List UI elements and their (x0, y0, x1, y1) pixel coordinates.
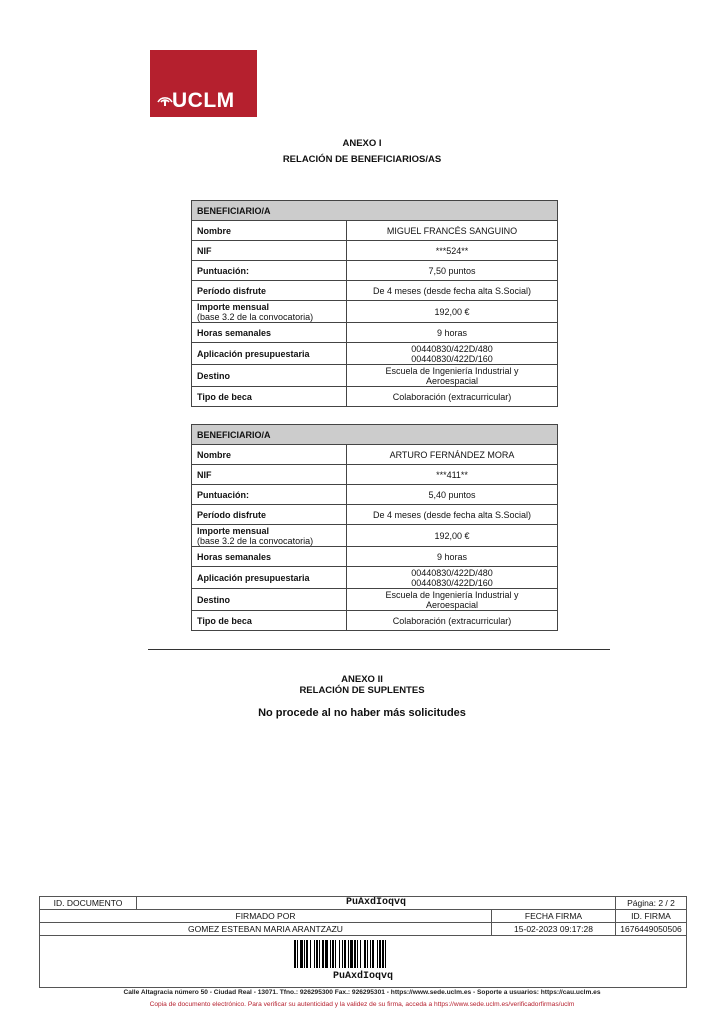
row-value (347, 465, 558, 485)
barcode-bar (339, 940, 340, 968)
row-label: Destino (192, 589, 347, 611)
row-value-line: Aeroespacial (425, 599, 479, 610)
row-value-line: 5,40 puntos (428, 489, 476, 500)
anexo-2-title: ANEXO II (341, 674, 383, 685)
row-value-line: ***411** (436, 469, 468, 480)
row-value-line: Escuela de Ingeniería Industrial y (385, 589, 519, 600)
row-value-line: De 4 meses (desde fecha alta S.Social) (372, 285, 532, 296)
suplentes-message: No procede al no haber más solicitudes (258, 707, 466, 719)
barcode-bar (354, 940, 356, 968)
table-row (192, 343, 558, 365)
row-value-line: 9 horas (436, 551, 468, 562)
barcode-bar (294, 940, 296, 968)
row-value-line: 00440830/422D/480 (411, 343, 493, 354)
row-value-line: ***524** (435, 245, 469, 256)
anexo-1-title: ANEXO I (342, 138, 382, 149)
anexo-2-subtitle: RELACIÓN DE SUPLENTES (299, 685, 425, 696)
row-value-line: ARTURO FERNÁNDEZ MORA (389, 449, 515, 460)
table-row (192, 525, 558, 547)
row-value (347, 301, 558, 323)
row-value (347, 387, 558, 407)
table-row (192, 567, 558, 589)
row-value-line: 00440830/422D/160 (411, 353, 493, 364)
row-value-line: 00440830/422D/480 (411, 567, 493, 578)
sign-date: 15-02-2023 09:17:28 (492, 923, 616, 935)
barcode-bar (377, 940, 378, 968)
row-value (347, 611, 558, 631)
barcode-bar (314, 940, 315, 968)
row-value (347, 343, 558, 365)
row-label (192, 301, 347, 323)
signed-by-label: FIRMADO POR (40, 910, 492, 922)
barcode-bar (348, 940, 349, 968)
row-label: NIF (192, 241, 347, 261)
table-row (192, 387, 558, 407)
row-label: Puntuación: (192, 261, 347, 281)
logo-text: UCLM (172, 89, 235, 112)
page-indicator: Página: 2 / 2 (627, 898, 675, 908)
row-value (347, 505, 558, 525)
row-value (347, 281, 558, 301)
sign-date-label: FECHA FIRMA (492, 910, 616, 922)
barcode-bar (300, 940, 303, 968)
barcode-icon (294, 940, 432, 968)
table-row (192, 261, 558, 281)
table-row (192, 547, 558, 567)
sign-id-label: ID. FIRMA (631, 911, 671, 921)
table-row (192, 323, 558, 343)
table-header-row (192, 201, 558, 221)
row-value (347, 567, 558, 589)
barcode-bar (364, 940, 366, 968)
table-row (192, 365, 558, 387)
signature-row-values (40, 923, 686, 936)
beneficiary-header: BENEFICIARIO/A (192, 425, 558, 445)
barcode-bar (297, 940, 298, 968)
row-value (347, 323, 558, 343)
table-row (192, 241, 558, 261)
signature-box (39, 896, 687, 988)
table-row (192, 505, 558, 525)
row-value-line: MIGUEL FRANCÉS SANGUINO (386, 225, 518, 236)
row-value-line: 9 horas (436, 327, 468, 338)
row-value (347, 445, 558, 465)
row-label: Período disfrute (192, 281, 347, 301)
barcode-bar (332, 940, 334, 968)
row-label-line: Importe mensual (197, 301, 270, 312)
row-label: Puntuación: (192, 485, 347, 505)
row-label: Destino (192, 365, 347, 387)
barcode-bar (310, 940, 311, 968)
row-label-line: (base 3.2 de la convocatoria) (197, 535, 314, 546)
row-value (347, 485, 558, 505)
row-label-line: Importe mensual (197, 525, 270, 536)
barcode-bar (316, 940, 318, 968)
barcode-bar (319, 940, 320, 968)
row-value-line: 192,00 € (434, 530, 470, 541)
barcode-bar (379, 940, 381, 968)
row-value-line: 00440830/422D/160 (411, 577, 493, 588)
row-label: Aplicación presupuestaria (192, 567, 347, 589)
barcode-bar (304, 940, 305, 968)
row-label: NIF (192, 465, 347, 485)
row-label: Horas semanales (192, 547, 347, 567)
barcode-area (40, 937, 686, 987)
table-row (192, 611, 558, 631)
table-row (192, 281, 558, 301)
barcode-text: PuAxdIoqvq (332, 971, 393, 982)
barcode-bar (322, 940, 324, 968)
row-value (347, 525, 558, 547)
table-row (192, 445, 558, 465)
table-header-row (192, 425, 558, 445)
anexo-1-subtitle: RELACIÓN DE BENEFICIARIOS/AS (282, 154, 442, 165)
table-row (192, 485, 558, 505)
row-value-line: 7,50 puntos (428, 265, 476, 276)
copy-notice: Copia de documento electrónico. Para verificar su autenticidad y la validez de su firma, acceda a https://www.sede.uclm.es/verificadorfirmas/uclm (149, 1001, 575, 1008)
table-row (192, 301, 558, 323)
row-label: Tipo de beca (192, 611, 347, 631)
row-value-line: Escuela de Ingeniería Industrial y (385, 365, 519, 376)
beneficiary-table-1 (191, 200, 558, 407)
beneficiary-table-2 (191, 424, 558, 631)
signature-row-headers (40, 910, 686, 923)
row-label: Nombre (192, 221, 347, 241)
table-row (192, 221, 558, 241)
barcode-bar (330, 940, 331, 968)
id-doc-value: PuAxdIoqvq (137, 897, 616, 909)
row-value (347, 261, 558, 281)
row-value (347, 221, 558, 241)
row-value (347, 547, 558, 567)
signature-row-id (40, 897, 686, 910)
row-value (347, 241, 558, 261)
barcode-bar (367, 940, 368, 968)
row-value-line: 192,00 € (434, 306, 470, 317)
signer-name: GOMEZ ESTEBAN MARIA ARANTZAZU (40, 923, 492, 935)
row-label: Horas semanales (192, 323, 347, 343)
table-row (192, 465, 558, 485)
barcode-bar (335, 940, 336, 968)
row-value-line: Colaboración (extracurricular) (392, 391, 512, 402)
beneficiary-header: BENEFICIARIO/A (192, 201, 558, 221)
barcode-bar (342, 940, 343, 968)
row-label: Aplicación presupuestaria (192, 343, 347, 365)
section-divider (148, 649, 610, 650)
barcode-bar (385, 940, 386, 968)
barcode-bar (350, 940, 353, 968)
row-label: Nombre (192, 445, 347, 465)
row-label (192, 525, 347, 547)
barcode-bar (306, 940, 308, 968)
broadcast-icon (157, 93, 173, 107)
barcode-bar (370, 940, 371, 968)
sign-id: 1676449050506 (620, 924, 682, 934)
institution-address: Calle Altagracia número 50 - Ciudad Real - 13071. Tfno.: 926295300 Fax.: 926295301 - https://www.sede.uclm.es - Soporte a usuarios: https://cau.uclm.es (123, 989, 601, 996)
row-label: Período disfrute (192, 505, 347, 525)
row-value (347, 365, 558, 387)
uclm-logo (150, 50, 257, 117)
row-value (347, 589, 558, 611)
row-value-line: De 4 meses (desde fecha alta S.Social) (372, 509, 532, 520)
table-row (192, 589, 558, 611)
barcode-bar (372, 940, 374, 968)
barcode-bar (360, 940, 361, 968)
barcode-bar (344, 940, 346, 968)
row-value-line: Aeroespacial (425, 375, 479, 386)
barcode-bar (357, 940, 358, 968)
id-doc-label: ID. DOCUMENTO (40, 897, 137, 909)
row-label-line: (base 3.2 de la convocatoria) (197, 311, 314, 322)
row-label: Tipo de beca (192, 387, 347, 407)
row-value-line: Colaboración (extracurricular) (392, 615, 512, 626)
barcode-bar (325, 940, 328, 968)
barcode-bar (382, 940, 384, 968)
